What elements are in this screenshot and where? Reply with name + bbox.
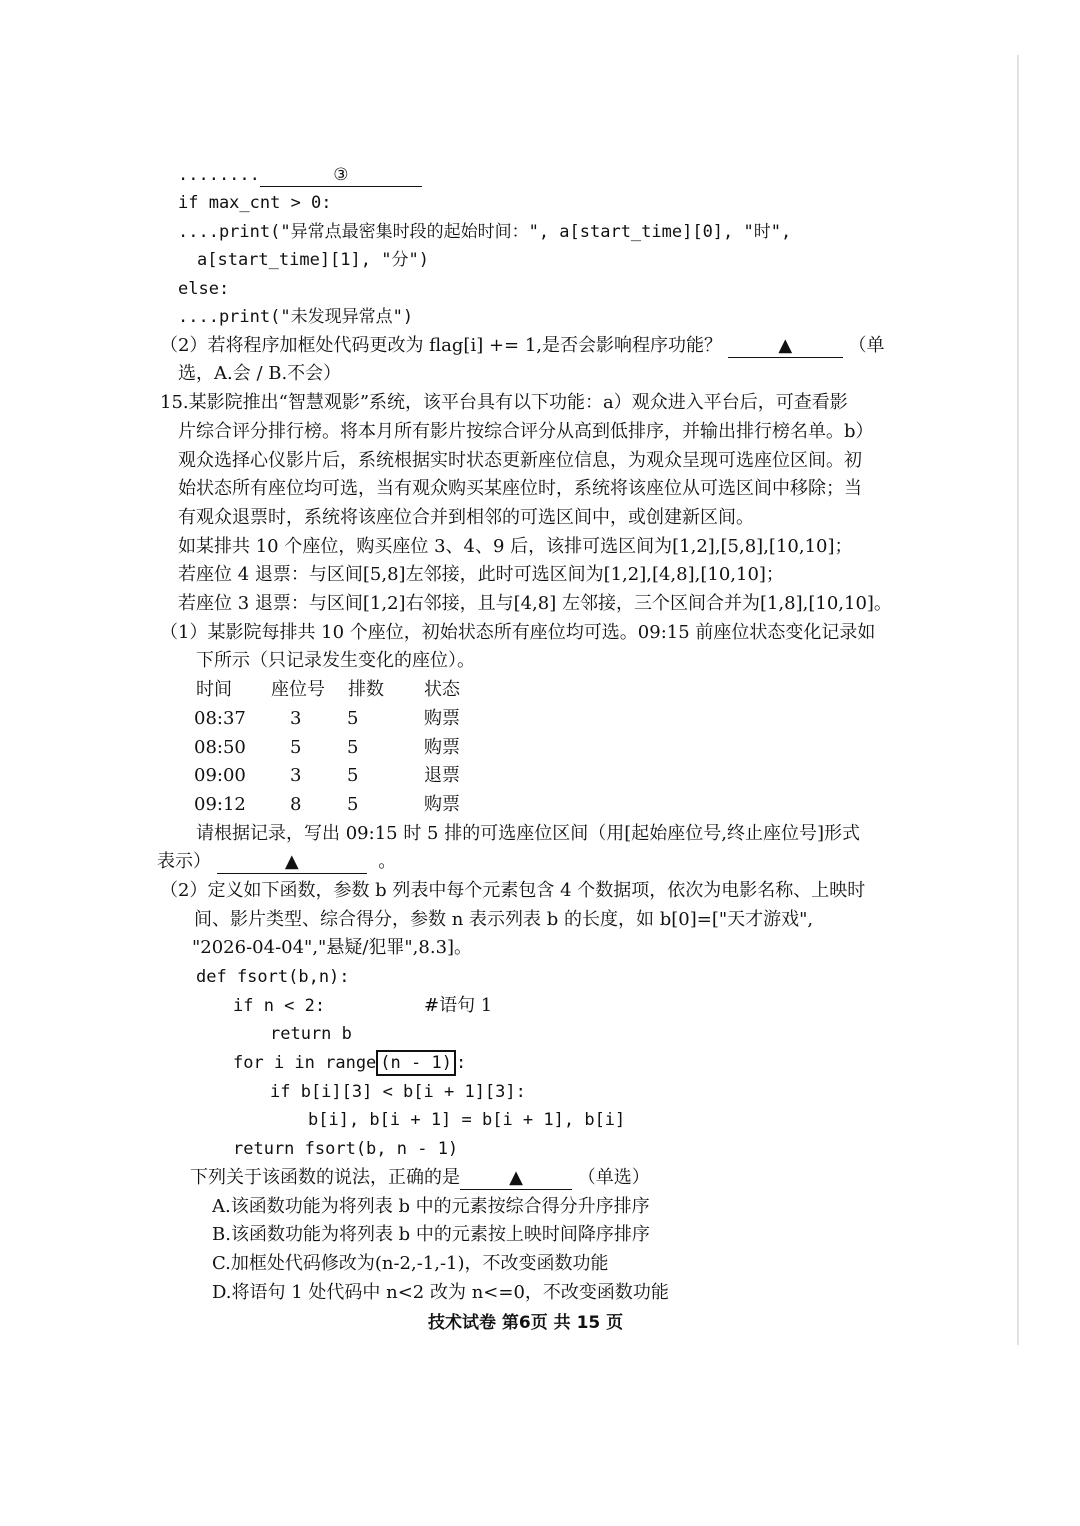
q15-part2-line: "2026-04-04","悬疑/犯罪",8.3]。	[192, 937, 473, 958]
q15-part1-line: （1）某影院每排共 10 个座位，初始状态所有座位均可选。09:15 前座位状态变化记录如	[160, 622, 876, 643]
code-if-compare-line: if b[i][3] < b[i + 1][3]:	[270, 1082, 526, 1102]
q15-stem-line: 15.某影院推出“智慧观影”系统，该平台具有以下功能：a）观众进入平台后，可查看影	[160, 392, 848, 413]
table-cell-seat: 8	[290, 794, 302, 815]
table-cell-row: 5	[347, 794, 359, 815]
code-return-fsort-line: return fsort(b, n - 1)	[233, 1139, 459, 1159]
table-cell-time: 09:12	[194, 794, 246, 815]
table-cell-seat: 3	[290, 765, 302, 786]
code-comment-stmt1: #语句 1	[424, 995, 493, 1016]
table-header-time: 时间	[196, 679, 232, 700]
code-if-line: if max_cnt > 0:	[178, 193, 332, 213]
q15-part1-ask: 请根据记录，写出 09:15 时 5 排的可选座位区间（用[起始座位号,终止座位号]形式	[196, 823, 860, 844]
q14-part2-answer-blank[interactable]: ▲	[728, 335, 843, 358]
table-cell-seat: 5	[290, 737, 302, 758]
table-header-status: 状态	[424, 679, 460, 700]
q14-part2-question: （2）若将程序加框处代码更改为 flag[i] += 1,是否会影响程序功能？ ▲ （单	[160, 335, 885, 356]
table-cell-status: 购票	[424, 708, 460, 729]
q15-stem-line: 有观众退票时，系统将该座位合并到相邻的可选区间中，或创建新区间。	[178, 507, 754, 528]
boxed-code-range: (n - 1)	[376, 1050, 456, 1076]
q15-part2-line: 间、影片类型、综合得分，参数 n 表示列表 b 的长度，如 b[0]=["天才游戏",	[194, 909, 814, 930]
q14-part2-options: 选，A.会 / B.不会）	[178, 363, 342, 384]
code-if-n-line: if n < 2:	[233, 996, 326, 1016]
q15-example-line: 若座位 4 退票：与区间[5,8]左邻接，此时可选区间为[1,2],[4,8],[10,10]；	[178, 564, 784, 585]
q15-part2-answer-blank[interactable]: ▲	[460, 1167, 572, 1190]
code-for-line: for i in range (n - 1) :	[233, 1050, 466, 1076]
code-print-line-3: ....print("未发现异常点")	[178, 307, 414, 327]
code-swap-line: b[i], b[i + 1] = b[i + 1], b[i]	[308, 1110, 626, 1130]
option-c: C.加框处代码修改为(n-2,-1,-1)，不改变函数功能	[212, 1253, 609, 1274]
table-cell-time: 08:37	[194, 708, 246, 729]
option-d: D.将语句 1 处代码中 n<2 改为 n<=0，不改变函数功能	[212, 1282, 669, 1303]
code-def-line: def fsort(b,n):	[196, 967, 350, 987]
table-cell-time: 08:50	[194, 737, 246, 758]
table-cell-time: 09:00	[194, 765, 246, 786]
table-cell-row: 5	[347, 708, 359, 729]
code-else-line: else:	[178, 279, 230, 299]
q15-part2-line: （2）定义如下函数，参数 b 列表中每个元素包含 4 个数据项，依次为电影名称、上映时	[160, 880, 866, 901]
code-dots-line: ........ ③	[178, 162, 422, 188]
option-b: B.该函数功能为将列表 b 中的元素按上映时间降序排序	[212, 1224, 650, 1245]
table-header-row: 排数	[348, 679, 384, 700]
q15-part1-answer-blank[interactable]: ▲	[217, 851, 367, 874]
table-cell-row: 5	[347, 765, 359, 786]
q15-part1-ask-2: 表示） ▲ 。	[157, 851, 397, 872]
q15-example-line: 若座位 3 退票：与区间[1,2]右邻接，且与[4,8] 左邻接，三个区间合并为[1,8],[10,10]。	[178, 593, 892, 614]
code-print-line-1: ....print("异常点最密集时段的起始时间：", a[start_time][0], "时",	[178, 222, 792, 242]
q15-example-line: 如某排共 10 个座位，购买座位 3、4、9 后，该排可选区间为[1,2],[5,8],[10,10]；	[178, 536, 853, 557]
table-cell-status: 退票	[424, 765, 460, 786]
option-a: A.该函数功能为将列表 b 中的元素按综合得分升序排序	[212, 1196, 650, 1217]
answer-blank-3[interactable]: ③	[260, 164, 422, 187]
page-footer: 技术试卷 第6页 共 15 页	[428, 1313, 624, 1333]
table-cell-seat: 3	[290, 708, 302, 729]
q15-stem-line: 片综合评分排行榜。将本月所有影片按综合评分从高到低排序，并输出排行榜名单。b）	[178, 421, 874, 442]
q15-stem-line: 观众选择心仪影片后，系统根据实时状态更新座位信息，为观众呈现可选座位区间。初	[178, 450, 862, 471]
q15-stem-line: 始状态所有座位均可选，当有观众购买某座位时，系统将该座位从可选区间中移除；当	[178, 478, 862, 499]
q15-part2-ask: 下列关于该函数的说法，正确的是 ▲ （单选）	[190, 1167, 650, 1188]
table-cell-status: 购票	[424, 794, 460, 815]
page-edge-line	[1017, 55, 1019, 1345]
table-cell-row: 5	[347, 737, 359, 758]
code-return-b-line: return b	[270, 1024, 352, 1044]
table-cell-status: 购票	[424, 737, 460, 758]
code-print-line-2: a[start_time][1], "分")	[197, 250, 429, 270]
q15-part1-line: 下所示（只记录发生变化的座位）。	[196, 650, 475, 671]
table-header-seat: 座位号	[271, 679, 325, 700]
